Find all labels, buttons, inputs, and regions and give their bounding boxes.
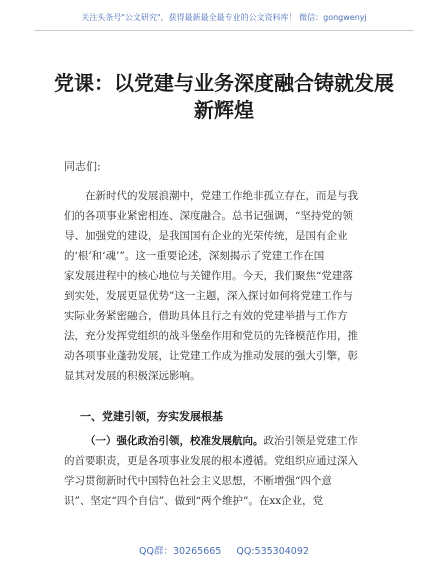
paragraph-line: 识”、坚定“四个自信”、做到“两个维护”。在xx企业，党: [64, 495, 324, 507]
title-line-1: 党课：以党建与业务深度融合铸就发展: [54, 71, 394, 95]
paragraph-text: 政治引领是党建工作: [263, 435, 358, 447]
document-title: [40, 70, 408, 124]
paragraph-intro: [64, 186, 384, 386]
paragraph-line: [64, 431, 384, 451]
paragraph-line: 在新时代的发展浪潮中，党建工作绝非孤立存在，而是与我: [85, 190, 358, 202]
paragraph-line: 到实处，发展更显优势”这一主题，深入探讨如何将党建工作与: [64, 290, 353, 302]
paragraph-line: 的首要职责，更是各项事业发展的根本遵循。党组织应通过深入: [64, 455, 358, 467]
header-divider: [34, 30, 414, 31]
paragraph-line: 家发展进程中的核心地位与关键作用。今天，我们聚焦“党建落: [64, 270, 353, 282]
section-heading: 一、党建引领，夯实发展根基: [80, 410, 223, 423]
header-banner: 关注头条号"公文研究"，获得最新最全最专业的公文资料库！ 微信：gongwenyj: [81, 13, 367, 22]
paragraph-line: 导、加强党的建设，是我国国有企业的光荣传统，是国有企业: [64, 230, 348, 242]
paragraph-section-1: [64, 431, 384, 511]
paragraph-line: 动各项事业蓬勃发展，让党建工作成为推动发展的强大引擎，彰: [64, 350, 358, 362]
subsection-heading: （一）强化政治引领，校准发展航向。: [85, 435, 264, 447]
footer-contact: [0, 543, 448, 557]
footer-qq-group: QQ群：30265665: [139, 546, 222, 557]
paragraph-line: 学习贯彻新时代中国特色社会主义思想，不断增强“四个意: [64, 475, 332, 487]
footer-qq: QQ:535304092: [236, 546, 309, 557]
title-line-2: 新辉煌: [194, 98, 254, 122]
salutation: 同志们:: [64, 160, 101, 173]
paragraph-line: 实际业务紧密融合，借助具体且行之有效的党建举措与工作方: [64, 310, 348, 322]
paragraph-line: 的‘根’和‘魂’”。这一重要论述，深刻揭示了党建工作在国: [64, 250, 325, 262]
paragraph-line: 们的各项事业紧密相连、深度融合。总书记强调，“坚持党的领: [64, 210, 353, 222]
paragraph-line: 法，充分发挥党组织的战斗堡垒作用和党员的先锋模范作用，推: [64, 330, 358, 342]
paragraph-line: 显其对发展的积极深远影响。: [64, 370, 201, 382]
